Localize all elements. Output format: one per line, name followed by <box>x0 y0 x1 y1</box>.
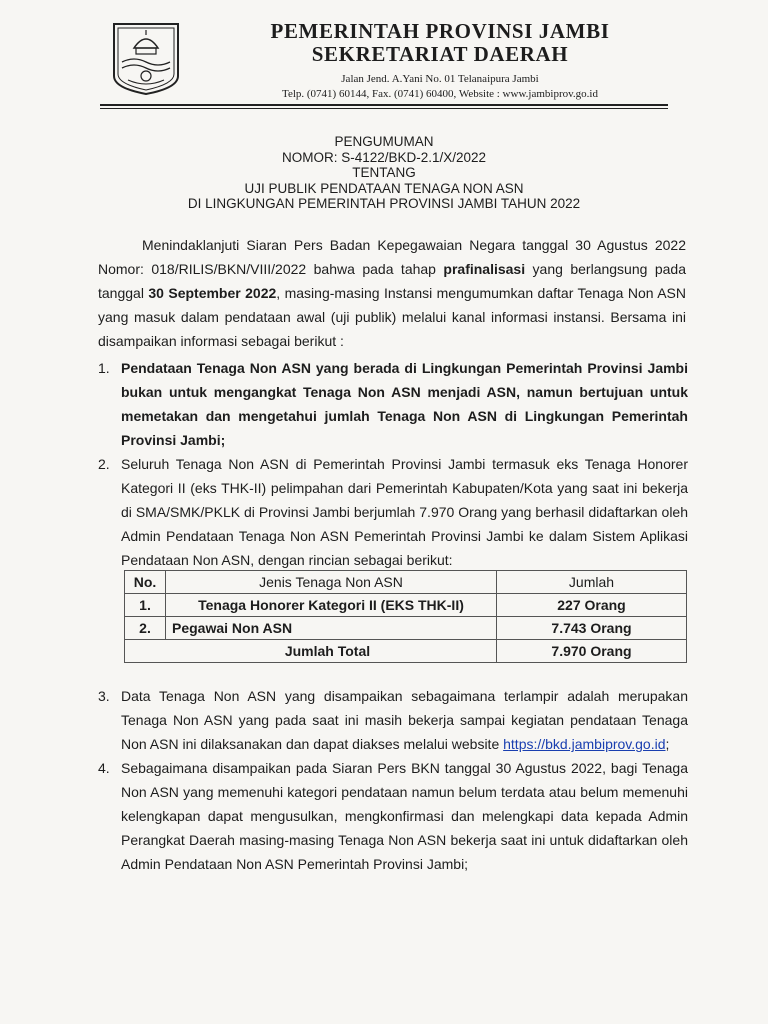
table-row <box>125 617 687 640</box>
letterhead-divider <box>100 104 668 106</box>
table-cell: Pegawai Non ASN <box>166 617 497 640</box>
table-header-cell: Jenis Tenaga Non ASN <box>166 571 497 594</box>
list-item-text: Sebagaimana disampaikan pada Siaran Pers BKN tanggal 30 Agustus 2022, bagi Tenaga Non ASN yang memenuhi kategori pendataan namun belum terdata atau belum memenuhi kelengkapan dapat mengusulkan, mengkonfirmasi dan melengkapi data kepada Admin Perangkat Daerah masing-masing Tenaga Non ASN bekerja saat ini untuk didaftarkan oleh Admin Pendataan Non ASN Pemerintah Provinsi Jambi; <box>121 760 688 872</box>
list-item-4 <box>98 756 688 876</box>
numbered-list-bottom <box>98 684 688 876</box>
data-table <box>124 570 687 663</box>
letterhead-contact: Telp. (0741) 60144, Fax. (0741) 60400, Website : www.jambiprov.go.id <box>282 88 598 100</box>
heading-subject-2: DI LINGKUNGAN PEMERINTAH PROVINSI JAMBI TAHUN 2022 <box>187 196 581 211</box>
intro-text-2: yang berlangsung pada tanggal <box>98 261 686 301</box>
table-cell: Tenaga Honorer Kategori II (EKS THK-II) <box>166 594 497 617</box>
list-number: 2. <box>98 456 110 472</box>
table-total-value: 7.970 Orang <box>497 640 687 663</box>
table-total-label: Jumlah Total <box>125 640 497 663</box>
heading-line-1: PENGUMUMAN <box>334 134 434 149</box>
letterhead-title: PEMERINTAH PROVINSI JAMBI <box>270 19 610 43</box>
list-number: 4. <box>98 760 110 776</box>
letterhead-address: Jalan Jend. A.Yani No. 01 Telanaipura Jambi <box>341 73 539 85</box>
announcement-heading <box>100 134 668 212</box>
list-item-2 <box>98 452 688 572</box>
list-item-text: Data Tenaga Non ASN yang disampaikan sebagaimana terlampir adalah merupakan Tenaga Non ASN yang pada saat ini masih bekerja sampai kegiatan pendataan Tenaga Non ASN ini dilaksanakan dan dapat diakses melalui website <box>121 688 688 752</box>
letterhead-divider-thin <box>100 108 668 109</box>
heading-line-3: TENTANG <box>352 165 416 180</box>
table-header-row <box>125 571 687 594</box>
list-item-text: Seluruh Tenaga Non ASN di Pemerintah Provinsi Jambi termasuk eks Tenaga Honorer Kategori II (eks THK-II) pelimpahan dari Pemerintah Kabupaten/Kota yang saat ini bekerja di SMA/SMK/PKLK di Provinsi Jambi berjumlah 7.970 Orang yang berhasil didaftarkan oleh Admin Pendataan Tenaga Non ASN Pemerintah Provinsi Jambi ke dalam Sistem Aplikasi Pendataan Non ASN, dengan rincian sebagai berikut: <box>121 456 688 568</box>
intro-bold-1: prafinalisasi <box>443 261 526 277</box>
list-item-3 <box>98 684 688 756</box>
numbered-list-top <box>98 356 688 572</box>
list-item-text: Pendataan Tenaga Non ASN yang berada di Lingkungan Pemerintah Provinsi Jambi bukan untuk mengangkat Tenaga Non ASN menjadi ASN, namun bertujuan untuk memetakan dan mengetahui jumlah Tenaga Non ASN di Lingkungan Pemerintah Provinsi Jambi; <box>121 360 688 448</box>
heading-subject-1: UJI PUBLIK PENDATAAN TENAGA NON ASN <box>244 180 524 196</box>
list-item-end: ; <box>665 736 670 752</box>
table-cell: 227 Orang <box>497 594 687 617</box>
heading-number: NOMOR: S-4122/BKD-2.1/X/2022 <box>281 149 487 165</box>
list-number: 1. <box>98 360 110 376</box>
table-cell: 7.743 Orang <box>497 617 687 640</box>
intro-text-1: Menindaklanjuti Siaran Pers Badan Kepegawaian Negara tanggal 30 Agustus 2022 Nomor: 018/RILIS/BKN/VIII/2022 bahwa pada tahap <box>98 237 686 277</box>
list-item-1 <box>98 356 688 452</box>
table-cell: 2. <box>125 617 166 640</box>
table-cell: 1. <box>125 594 166 617</box>
table-header-cell: No. <box>125 571 166 594</box>
table-header-cell: Jumlah <box>497 571 687 594</box>
table-total-row <box>125 640 687 663</box>
intro-paragraph <box>98 233 686 353</box>
letterhead <box>190 20 690 102</box>
intro-text-3: , masing-masing Instansi mengumumkan daftar Tenaga Non ASN yang masuk dalam pendataan awal (uji publik) melalui kanal informasi instansi. Bersama ini disampaikan informasi sebagai berikut : <box>98 285 687 349</box>
jambi-coat-of-arms-logo <box>106 18 186 98</box>
intro-bold-2: 30 September 2022 <box>148 285 277 301</box>
list-number: 3. <box>98 688 110 704</box>
bkd-website-link[interactable]: https://bkd.jambiprov.go.id <box>503 736 666 752</box>
letterhead-subtitle: SEKRETARIAT DAERAH <box>311 42 569 66</box>
table-row <box>125 594 687 617</box>
